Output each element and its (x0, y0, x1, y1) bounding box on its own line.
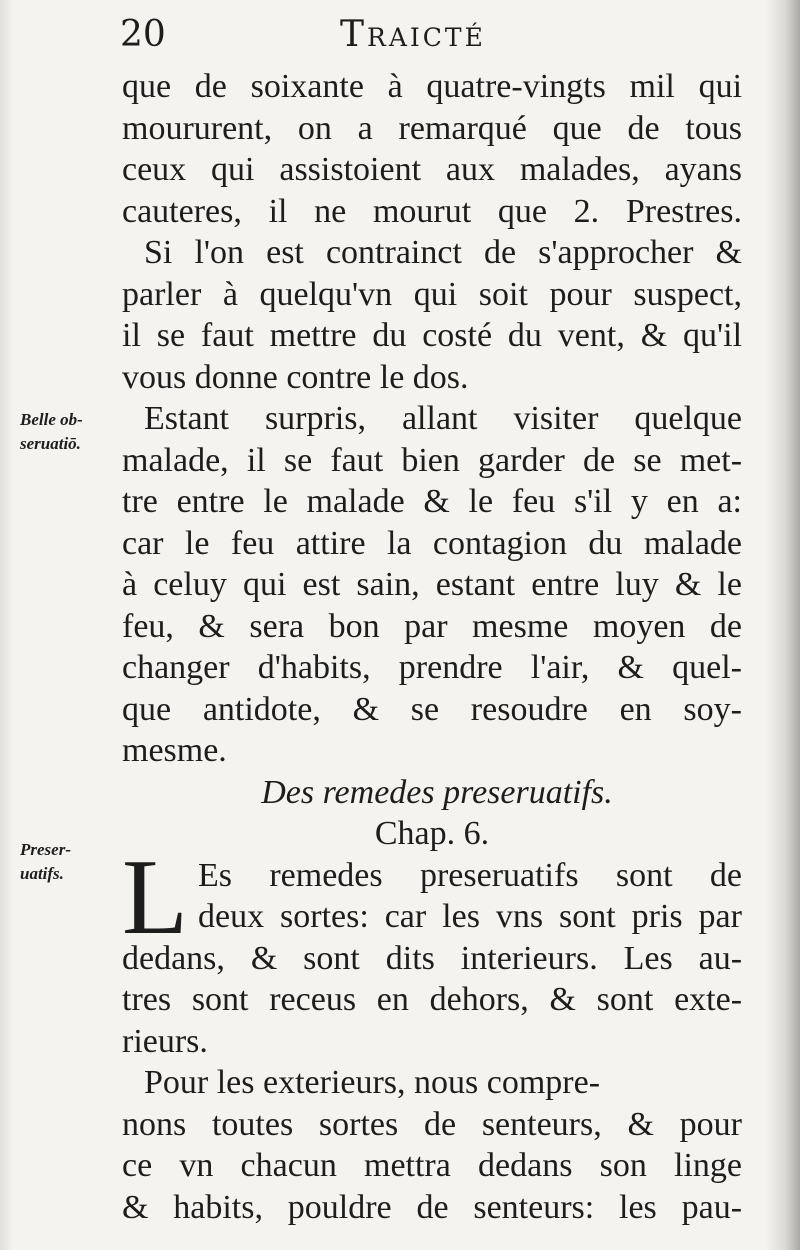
text-line: Si l'on est contrainct de s'approcher & (144, 234, 742, 271)
chapter-heading: Chap. 6. (374, 815, 490, 852)
text-line: feu, & sera bon par mesme moyen de (122, 607, 743, 645)
text-line: Estant surpris, allant visiter quelque (144, 400, 743, 437)
margin-note-line: Preser- (20, 840, 71, 859)
text-line: tres sont receus en dehors, & sont exte- (122, 981, 743, 1018)
page-number: 20 (120, 14, 166, 55)
text-line: vous donne contre le dos. (122, 358, 469, 396)
section-title: Des remedes preseruatifs. (261, 773, 613, 811)
drop-cap: L (122, 837, 188, 957)
margin-note-line: uatifs. (20, 864, 64, 883)
page-header (120, 14, 740, 60)
text-line: à celuy qui est sain, estant entre luy & le (122, 566, 742, 603)
margin-note-preseruatifs (20, 838, 120, 886)
page-body (122, 66, 742, 1228)
text-line: il se faut mettre du costé du vent, & qu'il (122, 317, 743, 354)
text-line: mesme. (122, 732, 227, 769)
text-line: Pour les exterieurs, nous compre- (144, 1064, 601, 1101)
margin-note-line: Belle ob- (20, 410, 83, 429)
running-head: Traicté (340, 14, 486, 55)
text-line: parler à quelqu'vn qui soit pour suspect, (122, 275, 742, 313)
text-line: car le feu attire la contagion du malade (122, 524, 743, 562)
text-line: ceux qui assistoient aux malades, ayans (122, 151, 742, 188)
text-line: tre entre le malade & le feu s'il y en a: (122, 483, 742, 520)
text-line: moururent, on a remarqué que de tous (122, 109, 743, 147)
text-line: nons toutes sortes de senteurs, & pour (122, 1105, 742, 1143)
text-line: dedans, & sont dits interieurs. Les au- (122, 939, 743, 977)
text-line: Es remedes preseruatifs sont de (198, 856, 742, 894)
text-line: changer d'habits, prendre l'air, & quel- (122, 649, 742, 686)
page-edge-shadow (766, 0, 800, 1250)
text-line: & habits, pouldre de senteurs: les pau- (122, 1188, 743, 1226)
text-line: malade, il se faut bien garder de se met- (122, 441, 743, 479)
margin-note-line: seruatiō. (20, 434, 81, 453)
chapter-opening (122, 837, 742, 957)
text-line: ce vn chacun mettra dedans son linge (122, 1147, 743, 1184)
text-line: que de soixante à quatre-vingts mil qui (122, 68, 743, 105)
text-line: cauteres, il ne mourut que 2. Prestres. (122, 192, 742, 230)
margin-note-belle-observation (20, 408, 120, 456)
text-line: rieurs. (122, 1022, 208, 1060)
gutter-shadow (0, 0, 14, 1250)
text-line: deux sortes: car les vns sont pris par (198, 898, 742, 935)
text-line: que antidote, & se resoudre en soy- (122, 690, 742, 728)
